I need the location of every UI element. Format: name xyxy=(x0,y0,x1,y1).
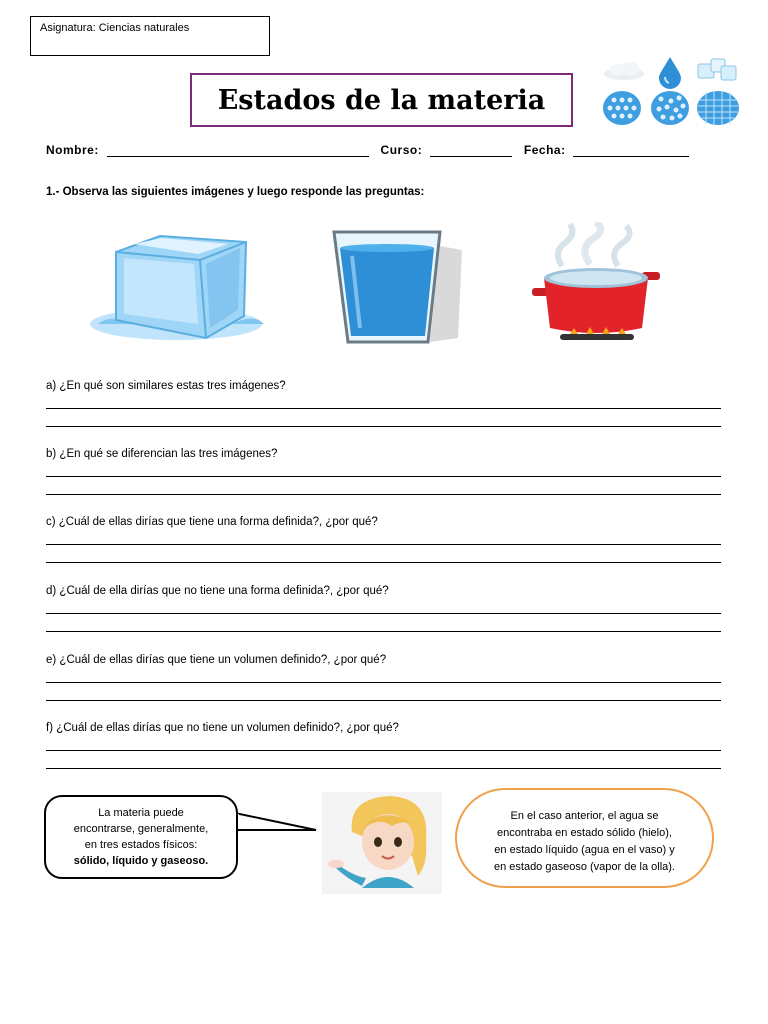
answer-line-a2[interactable] xyxy=(46,426,721,427)
water-glass-image xyxy=(330,228,462,346)
page-title-box xyxy=(190,73,573,127)
water-drop-icon xyxy=(655,55,685,89)
gas-particles-icon xyxy=(696,90,740,126)
girl-character-image xyxy=(322,792,442,894)
question-f: f) ¿Cuál de ellas dirías que no tiene un volumen definido?, ¿por qué? xyxy=(46,722,399,734)
name-label: Nombre: xyxy=(46,143,99,157)
ice-cube-image xyxy=(88,228,266,346)
name-field[interactable] xyxy=(107,146,369,157)
question-a: a) ¿En qué son similares estas tres imágenes? xyxy=(46,380,286,392)
solid-particles-icon xyxy=(602,90,642,126)
bubble-right-line-4: en estado gaseoso (vapor de la olla). xyxy=(493,861,675,873)
question-d: d) ¿Cuál de ella dirías que no tiene una forma definida?, ¿por qué? xyxy=(46,585,389,597)
bubble-right-line-2: encontraba en estado sólido (hielo), xyxy=(497,827,672,839)
instruction-text: 1.- Observa las siguientes imágenes y luego responde las preguntas: xyxy=(46,186,425,198)
cloud-icon xyxy=(600,56,648,84)
bubble-right-line-3: en estado líquido (agua en el vaso) y xyxy=(494,844,675,856)
answer-line-f2[interactable] xyxy=(46,768,721,769)
answer-line-b2[interactable] xyxy=(46,494,721,495)
bubble-left-line-3: en tres estados físicos: xyxy=(84,839,198,851)
student-fields xyxy=(46,143,726,157)
page-title: Estados de la materia xyxy=(217,84,546,116)
liquid-particles-icon xyxy=(650,90,690,126)
bubble-left-line-1: La materia puede xyxy=(98,807,184,819)
answer-line-a1[interactable] xyxy=(46,408,721,409)
speech-bubble-left xyxy=(44,795,238,879)
boiling-pot-image xyxy=(530,222,662,348)
answer-line-e2[interactable] xyxy=(46,700,721,701)
bubble-right-line-1: En el caso anterior, el agua se xyxy=(510,810,659,822)
answer-line-d2[interactable] xyxy=(46,631,721,632)
subject-label: Asignatura: Ciencias naturales xyxy=(40,22,190,34)
answer-line-e1[interactable] xyxy=(46,682,721,683)
answer-line-c2[interactable] xyxy=(46,562,721,563)
bubble-left-line-4: sólido, líquido y gaseoso. xyxy=(73,855,209,867)
ice-cubes-icon xyxy=(695,56,739,84)
question-c: c) ¿Cuál de ellas dirías que tiene una forma definida?, ¿por qué? xyxy=(46,516,378,528)
answer-line-b1[interactable] xyxy=(46,476,721,477)
answer-line-f1[interactable] xyxy=(46,750,721,751)
answer-line-c1[interactable] xyxy=(46,544,721,545)
course-label: Curso: xyxy=(380,143,423,157)
date-label: Fecha: xyxy=(523,143,566,157)
speech-bubble-right xyxy=(455,788,714,888)
subject-box xyxy=(30,16,270,56)
speech-bubble-tail xyxy=(230,808,320,838)
answer-line-d1[interactable] xyxy=(46,613,721,614)
bubble-left-line-2: encontrarse, generalmente, xyxy=(73,823,209,835)
date-field[interactable] xyxy=(573,146,689,157)
question-b: b) ¿En qué se diferencian las tres imágenes? xyxy=(46,448,278,460)
question-e: e) ¿Cuál de ellas dirías que tiene un volumen definido?, ¿por qué? xyxy=(46,654,387,666)
course-field[interactable] xyxy=(430,146,512,157)
